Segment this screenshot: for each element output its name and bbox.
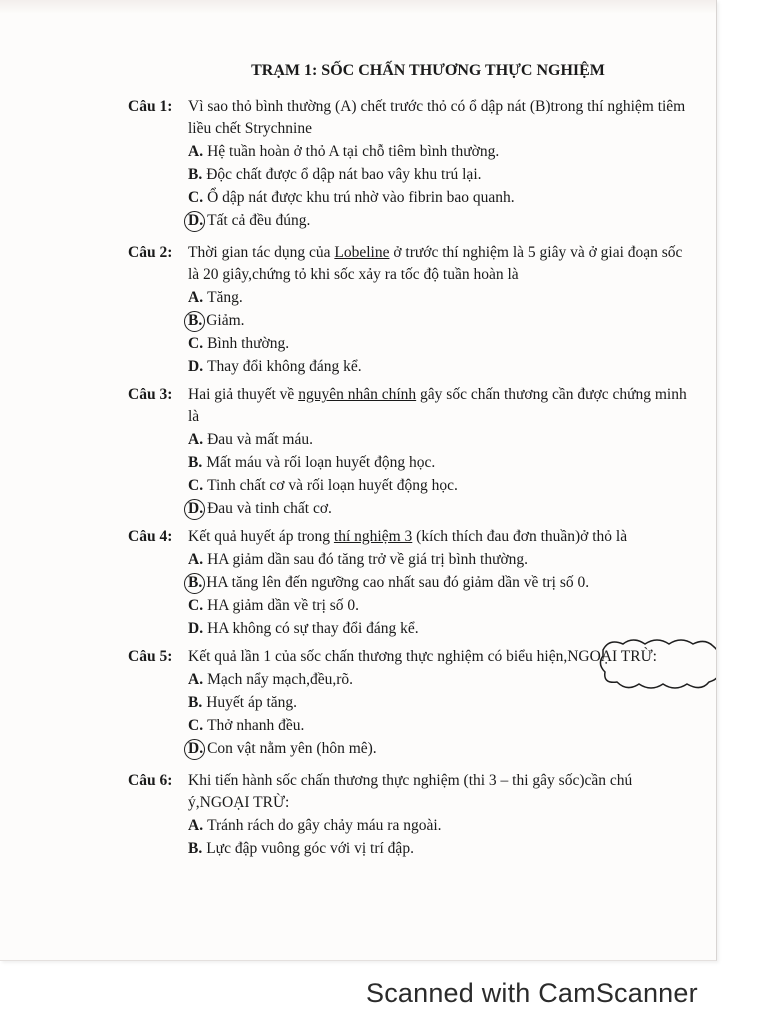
option-text: Thở nhanh đều. <box>207 717 305 734</box>
question-4 <box>128 526 717 640</box>
option-letter: C. <box>188 189 204 206</box>
question-1-option-b <box>128 163 717 186</box>
option-letter: B. <box>188 840 203 857</box>
option-letter: A. <box>188 817 204 834</box>
option-text: HA giảm dần sau đó tăng trở về giá trị bình thường. <box>207 551 529 568</box>
question-3-line-1 <box>128 384 717 406</box>
underlined-term: nguyên nhân chính <box>298 386 417 403</box>
question-5-option-d <box>128 737 717 760</box>
question-2-text-end: ở trước thí nghiệm là 5 giây và ở giai đoạn sốc <box>389 244 683 261</box>
question-1 <box>128 96 717 232</box>
question-2-option-c <box>128 332 717 355</box>
option-letter: B. <box>188 694 203 711</box>
option-text: Đau và tinh chất cơ. <box>207 500 332 517</box>
option-text: Đau và mất máu. <box>207 431 313 448</box>
paper-shade <box>0 0 716 14</box>
question-4-option-a <box>128 548 717 571</box>
circled-answer-mark: D. <box>188 497 203 520</box>
question-3-text-end: gây sốc chấn thương cần được chứng minh <box>416 386 687 403</box>
option-letter: B. <box>188 166 203 183</box>
question-2-line-1 <box>128 242 717 264</box>
question-4-label: Câu 4: <box>128 528 173 545</box>
option-text: HA tăng lên đến ngưỡng cao nhất sau đó giảm dần về trị số 0. <box>206 574 590 591</box>
question-1-option-d <box>128 209 717 232</box>
option-text: Tinh chất cơ và rối loạn huyết động học. <box>207 477 458 494</box>
option-text: Tất cả đều đúng. <box>207 212 311 229</box>
question-1-text: Vì sao thỏ bình thường (A) chết trước thỏ có ổ dập nát (B)trong thí nghiệm tiêm <box>188 98 686 115</box>
option-text: Tăng. <box>207 289 243 306</box>
option-letter: D. <box>188 620 204 637</box>
question-6-line-2 <box>128 792 717 814</box>
question-2-line-2 <box>128 264 717 286</box>
question-6-text: Khi tiến hành sốc chấn thương thực nghiệm (thi 3 – thi gây sốc)cần chú <box>188 772 633 789</box>
underlined-term: thí nghiệm 3 <box>333 528 413 545</box>
option-letter: A. <box>188 551 204 568</box>
camscanner-watermark: Scanned with CamScanner <box>366 978 698 1008</box>
circled-answer-mark: D. <box>188 737 203 760</box>
option-text: Mất máu và rối loạn huyết động học. <box>206 454 436 471</box>
circled-answer-mark: B. <box>188 309 202 332</box>
question-6-label: Câu 6: <box>128 772 173 789</box>
circled-answer-mark: D. <box>188 209 203 232</box>
option-letter: A. <box>188 671 204 688</box>
question-1-label: Câu 1: <box>128 98 173 115</box>
option-text: Giảm. <box>206 312 245 329</box>
option-letter: A. <box>188 289 204 306</box>
question-2-option-a <box>128 286 717 309</box>
question-2 <box>128 242 717 378</box>
question-6-option-a <box>128 814 717 837</box>
question-2-label: Câu 2: <box>128 244 173 261</box>
option-text: Lực đập vuông góc với vị trí đập. <box>206 840 414 857</box>
question-2-text-continued: là 20 giây,chứng tỏ khi sốc xảy ra tốc độ tuần hoàn là <box>188 266 519 283</box>
question-1-line-2 <box>128 118 717 140</box>
option-text: HA không có sự thay đổi đáng kể. <box>207 620 419 637</box>
question-2-option-d <box>128 355 717 378</box>
question-3-option-b <box>128 451 717 474</box>
question-6-option-b <box>128 837 717 860</box>
option-text: Độc chất được ổ dập nát bao vây khu trú lại. <box>206 166 482 183</box>
option-text: Huyết áp tăng. <box>206 694 298 711</box>
question-3-option-d <box>128 497 717 520</box>
circled-answer-mark: B. <box>188 571 202 594</box>
question-6 <box>128 770 717 860</box>
question-3-label: Câu 3: <box>128 386 173 403</box>
option-letter: C. <box>188 597 204 614</box>
question-1-line-1 <box>128 96 717 118</box>
question-3-line-2 <box>128 406 717 428</box>
handdrawn-cloud-mark <box>597 636 717 692</box>
question-3-option-a <box>128 428 717 451</box>
question-6-text-continued: ý,NGOẠI TRỪ: <box>188 794 290 811</box>
option-text: Ổ dập nát được khu trú nhờ vào fibrin bao quanh. <box>207 189 515 206</box>
question-5-option-b <box>128 691 717 714</box>
question-1-option-c <box>128 186 717 209</box>
question-3-text <box>188 384 687 406</box>
option-letter: A. <box>188 143 204 160</box>
question-4-text-end: (kích thích đau đơn thuần)ở thỏ là <box>412 528 628 545</box>
option-letter: C. <box>188 335 204 352</box>
option-letter: A. <box>188 431 204 448</box>
question-5-option-c <box>128 714 717 737</box>
option-letter: D. <box>188 358 204 375</box>
question-4-option-c <box>128 594 717 617</box>
question-2-text-start: Thời gian tác dụng của <box>188 244 335 261</box>
option-text: Mạch nẩy mạch,đều,rõ. <box>207 671 353 688</box>
option-letter: C. <box>188 477 204 494</box>
question-4-text-start: Kết quả huyết áp trong <box>188 528 334 545</box>
question-5-text: Kết quả lần 1 của sốc chấn thương thực nghiệm có biểu hiện,NGOẠI TRỪ: <box>188 648 657 665</box>
question-2-text <box>188 242 682 264</box>
underlined-term: Lobeline <box>334 244 390 261</box>
question-6-line-1 <box>128 770 717 792</box>
question-4-line-1 <box>128 526 717 548</box>
question-2-option-b <box>128 309 717 332</box>
question-1-option-a <box>128 140 717 163</box>
question-4-text <box>188 526 627 548</box>
question-3 <box>128 384 717 520</box>
page-title: TRẠM 1: SỐC CHẤN THƯƠNG THỰC NGHIỆM <box>251 62 605 79</box>
question-3-text-continued: là <box>188 408 200 425</box>
question-3-text-start: Hai giả thuyết về <box>188 386 299 403</box>
option-letter: C. <box>188 717 204 734</box>
question-3-option-c <box>128 474 717 497</box>
question-1-text-continued: liều chết Strychnine <box>188 120 312 137</box>
option-text: Tránh rách do gây chảy máu ra ngoài. <box>207 817 442 834</box>
option-text: Hệ tuần hoàn ở thỏ A tại chỗ tiêm bình thường. <box>207 143 500 160</box>
question-5-label: Câu 5: <box>128 648 173 665</box>
option-text: Bình thường. <box>207 335 290 352</box>
option-text: Thay đổi không đáng kể. <box>207 358 362 375</box>
option-letter: B. <box>188 454 203 471</box>
option-text: HA giảm dần về trị số 0. <box>207 597 360 614</box>
option-text: Con vật nằm yên (hôn mê). <box>207 740 377 757</box>
question-4-option-b <box>128 571 717 594</box>
